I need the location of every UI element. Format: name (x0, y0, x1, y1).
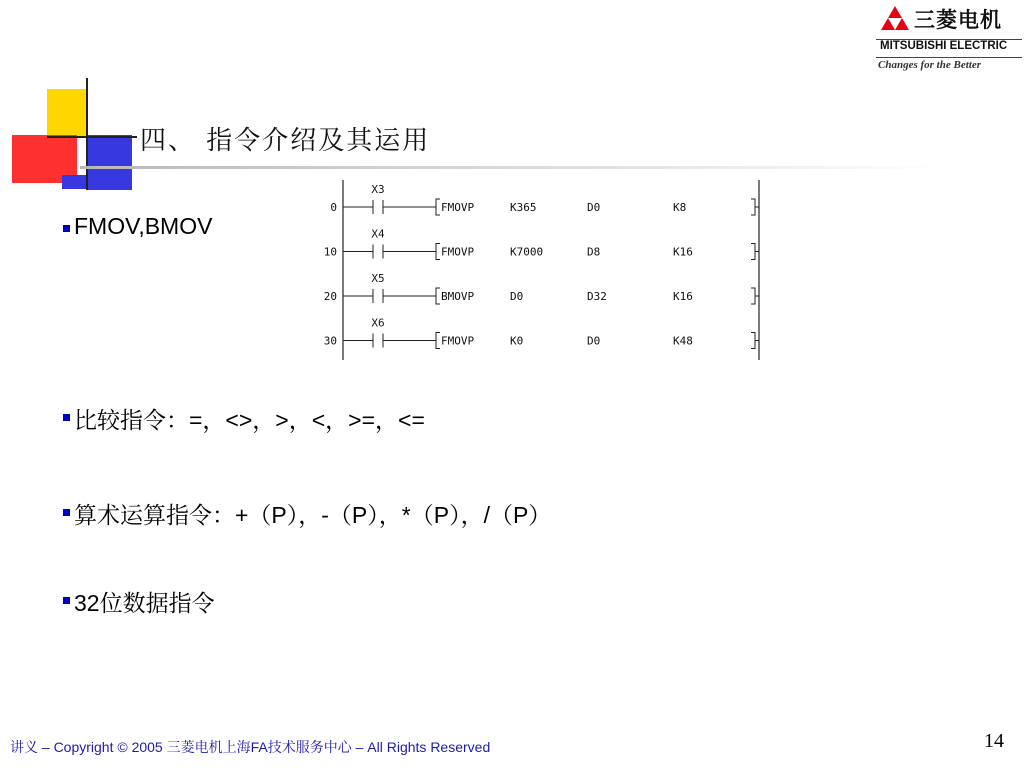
instruction-left-bracket (436, 288, 440, 304)
instruction-right-bracket (751, 288, 755, 304)
logo-name-cn: 三菱电机 (914, 8, 1002, 32)
operand-3: K48 (673, 334, 693, 348)
rung-step-number: 0 (330, 201, 337, 214)
operand-1: K0 (510, 334, 524, 348)
bullet-compare-instructions: 比较指令：=，<>，>，<，>=，<= (74, 407, 425, 433)
instruction-left-bracket (436, 199, 440, 215)
contact-label: X5 (371, 272, 385, 285)
instruction-name: FMOVP (441, 201, 475, 214)
operand-2: D32 (587, 290, 607, 303)
instruction-right-bracket (751, 199, 755, 215)
rung-step-number: 20 (323, 290, 337, 303)
footer-copyright: 讲义 – Copyright © 2005 三菱电机上海FA技术服务中心 – All Rights Reserved (10, 739, 491, 755)
decor-yellow-square (47, 89, 87, 137)
instruction-name: FMOVP (441, 245, 475, 259)
mitsubishi-logo-icon (875, 4, 915, 42)
bullet-marker (63, 225, 70, 232)
bullet-marker (63, 509, 70, 516)
operand-2: D0 (587, 201, 601, 214)
contact-label: X4 (371, 227, 385, 241)
instruction-left-bracket (436, 244, 440, 260)
operand-1: K365 (510, 201, 537, 214)
instruction-right-bracket (751, 244, 755, 260)
operand-2: D0 (587, 334, 601, 348)
operand-1: D0 (510, 290, 524, 303)
instruction-name: FMOVP (441, 334, 475, 348)
operand-2: D8 (587, 245, 601, 259)
bullet-32bit-instructions: 32位数据指令 (74, 590, 215, 616)
decor-blue-strip (62, 175, 87, 189)
bullet-marker (63, 597, 70, 604)
decor-vertical-line (86, 78, 88, 190)
logo-name-en: MITSUBISHI ELECTRIC (880, 40, 1008, 52)
logo-tagline: Changes for the Better (878, 59, 981, 71)
title-underline (80, 166, 945, 169)
contact-label: X3 (371, 183, 385, 196)
contact-label: X6 (371, 316, 385, 330)
operand-3: K8 (673, 201, 687, 214)
operand-1: K7000 (510, 245, 544, 259)
operand-3: K16 (673, 290, 693, 303)
ladder-diagram (316, 176, 766, 362)
instruction-name: BMOVP (441, 290, 475, 303)
instruction-left-bracket (436, 333, 440, 349)
bullet-arithmetic-instructions: 算术运算指令：+（P），-（P），*（P），/（P） (74, 502, 552, 528)
page-number: 14 (984, 730, 1004, 752)
bullet-marker (63, 414, 70, 421)
bullet-fmov-bmov: FMOV,BMOV (74, 213, 213, 239)
decor-blue-square (87, 135, 132, 190)
slide-title: 四、 指令介绍及其运用 (140, 126, 431, 156)
rung-step-number: 10 (323, 245, 337, 259)
rung-step-number: 30 (323, 334, 337, 348)
instruction-right-bracket (751, 333, 755, 349)
decor-horizontal-line (47, 136, 137, 138)
operand-3: K16 (673, 245, 693, 259)
